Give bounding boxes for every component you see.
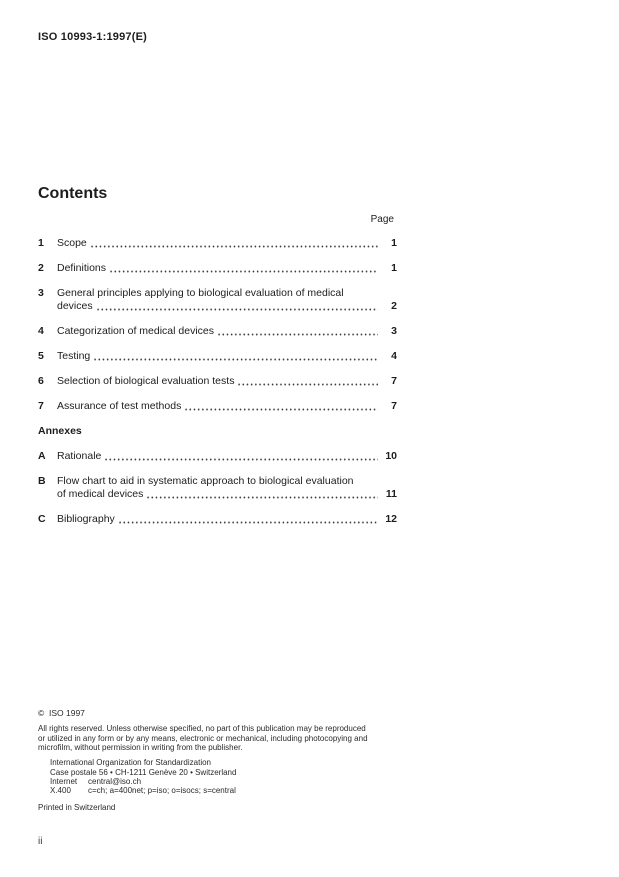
- dot-leader: [93, 358, 378, 361]
- toc-entry-title-line1: Flow chart to aid in systematic approach to biological evaluation: [57, 475, 354, 487]
- contents-section: [38, 184, 397, 538]
- toc-entry-title: Bibliography: [57, 513, 115, 525]
- toc-entry-definitions: [38, 262, 397, 275]
- contact-label: X.400: [50, 786, 71, 796]
- table-of-contents: [38, 237, 397, 526]
- toc-entry-page: 4: [391, 350, 397, 362]
- publisher-name: International Organization for Standardization: [50, 758, 211, 768]
- toc-entry-title: Scope: [57, 237, 87, 249]
- toc-entry-number: 5: [38, 350, 44, 362]
- toc-entry-page: 10: [385, 450, 397, 462]
- dot-leader: [90, 245, 378, 248]
- toc-entry-number: 4: [38, 325, 44, 337]
- dot-leader: [217, 333, 378, 336]
- contact-x400: [50, 786, 400, 795]
- rights-line: All rights reserved. Unless otherwise specified, no part of this publication may be reproduced: [38, 724, 366, 734]
- toc-entry-title: Rationale: [57, 450, 102, 462]
- contact-value: c=ch; a=400net; p=iso; o=isocs; s=central: [88, 786, 236, 796]
- toc-entry-page: 2: [391, 300, 397, 312]
- toc-entry-number: A: [38, 450, 46, 462]
- toc-entry-title: Assurance of test methods: [57, 400, 182, 412]
- toc-entry-page: 1: [391, 237, 397, 249]
- footer: [38, 709, 400, 812]
- toc-entry-page: 7: [391, 400, 397, 412]
- toc-annex-bibliography: [38, 513, 397, 526]
- toc-entry-number: 3: [38, 287, 44, 299]
- toc-entry-title: Selection of biological evaluation tests: [57, 375, 235, 387]
- toc-entry-number: 1: [38, 237, 44, 249]
- rights-line: or utilized in any form or by any means, electronic or mechanical, including photocopying and: [38, 733, 368, 743]
- copyright-line: © ISO 1997: [38, 708, 85, 718]
- dot-leader: [96, 308, 378, 311]
- toc-entry-page: 3: [391, 325, 397, 337]
- dot-leader: [237, 383, 378, 386]
- rights-notice: [38, 724, 400, 752]
- toc-entry-selection: [38, 375, 397, 388]
- dot-leader: [146, 496, 378, 499]
- toc-entry-scope: [38, 237, 397, 250]
- toc-entry-number: 2: [38, 262, 44, 274]
- toc-entry-number: 6: [38, 375, 44, 387]
- toc-entry-page: 12: [385, 513, 397, 525]
- toc-entry-page: 1: [391, 262, 397, 274]
- dot-leader: [109, 270, 378, 273]
- publisher-address: [50, 758, 400, 796]
- dot-leader: [118, 521, 378, 524]
- dot-leader: [104, 458, 378, 461]
- toc-entry-number: B: [38, 475, 46, 487]
- toc-annex-rationale: [38, 450, 397, 463]
- publisher-postal-address: Case postale 56 • CH-1211 Genève 20 • Switzerland: [50, 767, 237, 777]
- toc-entry-title: Definitions: [57, 262, 107, 274]
- toc-annex-flowchart: [38, 475, 397, 501]
- toc-entry-assurance: [38, 400, 397, 413]
- contents-heading: Contents: [38, 185, 108, 202]
- document-reference: ISO 10993-1:1997(E): [38, 31, 147, 43]
- toc-entry-title-line1: General principles applying to biological evaluation of medical: [57, 287, 344, 299]
- toc-entry-number: C: [38, 513, 46, 525]
- printed-in-line: Printed in Switzerland: [38, 802, 116, 812]
- contact-internet: [50, 777, 400, 786]
- rights-line: microfilm, without permission in writing from the publisher.: [38, 742, 243, 752]
- toc-entry-general-principles: [38, 287, 397, 313]
- toc-entry-page: 11: [385, 488, 397, 500]
- annexes-heading: Annexes: [38, 425, 82, 437]
- contact-value: central@iso.ch: [88, 777, 142, 786]
- toc-entry-page: 7: [391, 375, 397, 387]
- toc-entry-testing: [38, 350, 397, 363]
- toc-entry-title: Testing: [57, 350, 91, 362]
- toc-entry-title: Categorization of medical devices: [57, 325, 214, 337]
- toc-entry-number: 7: [38, 400, 44, 412]
- dot-leader: [184, 408, 378, 411]
- page-number: ii: [38, 836, 43, 847]
- toc-entry-title-line2: of medical devices: [57, 488, 144, 500]
- toc-entry-categorization: [38, 325, 397, 338]
- page-column-label: Page: [370, 214, 394, 225]
- toc-entry-title-line2: devices: [57, 300, 93, 312]
- contact-label: Internet: [50, 777, 78, 786]
